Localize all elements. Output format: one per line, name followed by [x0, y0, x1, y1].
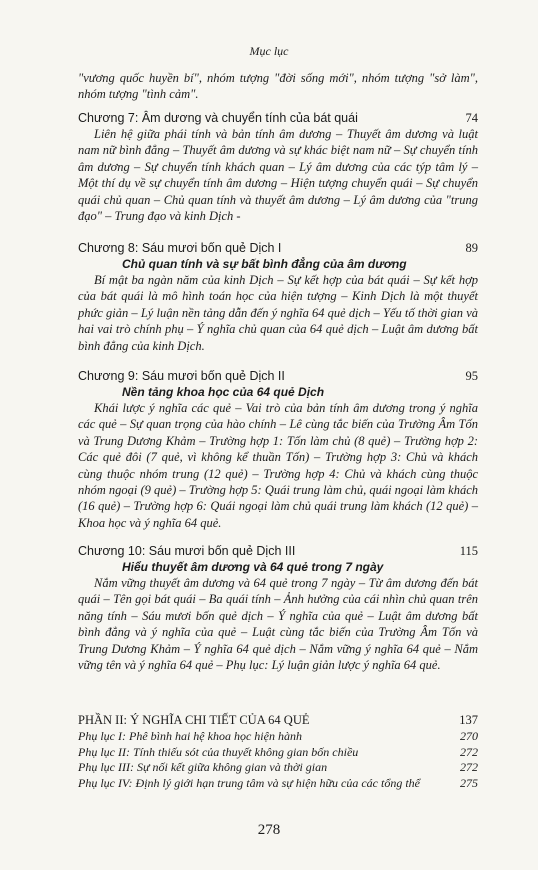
- chapter-subtitle: Hiểu thuyết âm dương và 64 quẻ trong 7 ngày: [122, 560, 384, 574]
- appendix-text: Phụ lục IV: Định lý giới hạn trung tâm và sự hiện hữu của các tổng thể: [78, 775, 420, 790]
- chapter-title: Sáu mươi bốn quẻ Dịch I: [141, 241, 282, 255]
- appendix-text: Phụ lục I: Phê bình hai hệ khoa học hiện hành: [78, 729, 302, 743]
- toc-entry-chapter-8: [78, 240, 478, 354]
- appendix-page-number: 272: [460, 744, 478, 759]
- chapter-summary: Liên hệ giữa phái tính và bản tính âm dương – Thuyết âm dương và luật nam nữ bình đẳng – Thuyết âm dương và sự khác biệt nam nữ – Sự chuyển tính âm dương – Sự chuyển tính khách quan – Lý âm dương của các týp tâm lý – Một thí dụ về sự chuyển tính âm dương – Hiện tượng chuyển quái – Sự chuyển quái chủ quan – Chủ quan tính và thuyết âm dương – Lý âm dương của "trung đạo" – Trung đạo và kinh Dịch -: [78, 127, 478, 224]
- chapter-heading-text: [78, 240, 281, 256]
- chapter-summary: Bí mật ba ngàn năm của kinh Dịch – Sự kết hợp của bát quái – Sự kết hợp của bát quái là mô hình toán học của hiện tượng – Kinh Dịch là một thuyết phức giản – Lý luận nền tảng dẫn đến ý nghĩa 64 quẻ dịch – Yếu tố thời gian và hai vai trò chính phụ – Ý nghĩa chủ quan của 64 quẻ dịch – Luật âm dương bất bình đẳng của kinh Dịch.: [78, 273, 478, 353]
- chapter-label: Chương 9:: [78, 369, 139, 383]
- chapter-heading: [78, 543, 478, 559]
- appendix-item: [78, 760, 478, 776]
- toc-entry-chapter-7: [78, 110, 478, 224]
- running-head: Mục lục: [249, 44, 289, 58]
- chapter-page-number: 74: [465, 111, 478, 125]
- chapter-heading-text: [78, 368, 285, 384]
- appendix-text: Phụ lục II: Tính thiếu sót của thuyết không gian bốn chiều: [78, 744, 359, 759]
- chapter-title: Âm dương và chuyển tính của bát quái: [141, 111, 358, 125]
- appendix-page-number: 272: [460, 760, 478, 775]
- appendix-item: [78, 745, 478, 761]
- intro-continuation: "vương quốc huyền bí", nhóm tượng "đời sống mới", nhóm tượng "sở làm", nhóm tượng "tình cảm".: [78, 71, 478, 102]
- chapter-summary: Nắm vững thuyết âm dương và 64 quẻ trong 7 ngày – Từ âm dương đến bát quái – Tên gọi bát quái – Ba quái tính – Ảnh hưởng của cái nhìn chủ quan trên năng tính – Sáu mươi bốn quẻ dịch – Ý nghĩa của quẻ – Luật âm dương bất bình đẳng và ý nghĩa của quẻ – Luật cùng tắc biến của Trường Âm Tốn và Trung Dương Khảm – Ý nghĩa 64 quẻ dịch – Nắm vững ý nghĩa 64 quẻ – Nắm vững tên và ý nghĩa 64 quẻ – Phụ lục: Lý luận giản lược ý nghĩa 64 quẻ.: [78, 576, 478, 673]
- toc-entry-chapter-9: [78, 368, 478, 531]
- chapter-heading: [78, 110, 478, 126]
- chapter-heading-text: [78, 110, 358, 126]
- part-title: PHẦN II: Ý NGHĨA CHI TIẾT CỦA 64 QUẺ: [78, 713, 310, 727]
- chapter-page-number: 89: [465, 241, 478, 255]
- chapter-label: Chương 8:: [78, 241, 139, 255]
- chapter-page-number: 115: [459, 544, 478, 558]
- page-number: 278: [257, 822, 281, 838]
- toc-entry-chapter-10: [78, 543, 478, 673]
- appendix-text: Phụ lục III: Sự nối kết giữa không gian và thời gian: [78, 760, 328, 775]
- part-heading: [78, 712, 478, 728]
- chapter-heading: [78, 368, 478, 384]
- chapter-subtitle: Chủ quan tính và sự bất bình đẳng của âm dương: [122, 257, 407, 271]
- appendix-item: [78, 776, 478, 792]
- toc-part-two: [78, 712, 478, 791]
- appendix-page-number: 270: [460, 729, 478, 743]
- chapter-subtitle: Nền tảng khoa học của 64 quẻ Dịch: [122, 385, 325, 399]
- chapter-label: Chương 10:: [78, 544, 146, 558]
- appendix-item: [78, 729, 478, 745]
- chapter-page-number: 95: [465, 369, 478, 383]
- appendix-list: [78, 729, 478, 791]
- appendix-page-number: 275: [460, 775, 478, 790]
- part-page-number: 137: [459, 713, 478, 727]
- chapter-title: Sáu mươi bốn quẻ Dịch III: [148, 544, 296, 558]
- chapter-heading-text: [78, 543, 295, 559]
- chapter-summary: Khái lược ý nghĩa các quẻ – Vai trò của bản tính âm dương trong ý nghĩa các quẻ – Sự quan trọng của hào chính – Lê cùng tắc biến của Trường Âm Tốn và Trung Dương Khảm – Trường hợp 1: Tốn làm chủ (8 quẻ) – Trường hợp 2: Các quẻ đôi (7 quẻ, vì không kể thuần Tốn) – Trường hợp 3: Chủ và khách cùng thuộc nhóm trung (12 quẻ) – Trường hợp 4: Chủ và khách cùng thuộc nhóm ngoại (9 quẻ) – Trường hợp 5: Quái trung làm chủ, quái ngoại làm khách (16 quẻ) – Trường hợp 6: Quái ngoại làm chủ quái trung làm khách (12 quẻ) – Khoa học và ý nghĩa 64 quẻ.: [78, 401, 478, 530]
- chapter-title: Sáu mươi bốn quẻ Dịch II: [141, 369, 285, 383]
- chapter-label: Chương 7:: [78, 111, 139, 125]
- chapter-heading: [78, 240, 478, 256]
